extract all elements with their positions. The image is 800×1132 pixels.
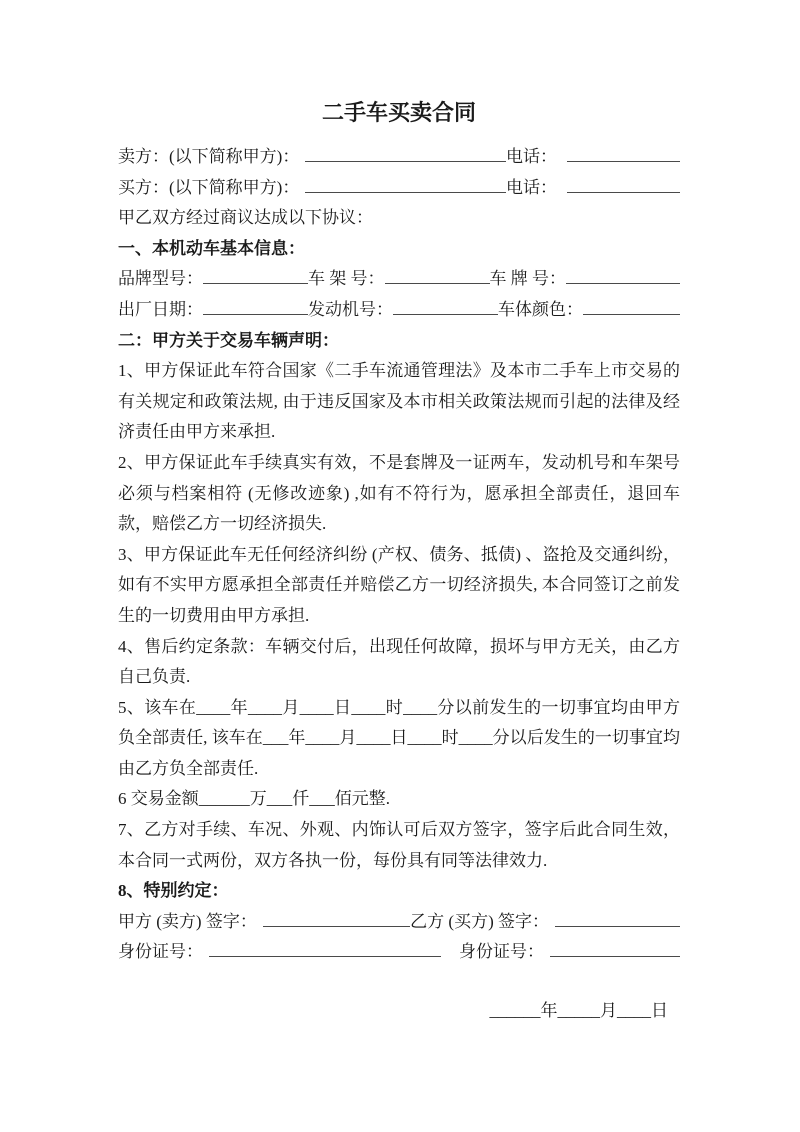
party-a-id-blank <box>209 937 441 957</box>
clause-6: 6 交易金额______万___仟___佰元整. <box>118 789 390 809</box>
seller-row <box>118 142 680 173</box>
factory-date-blank <box>203 295 308 315</box>
party-b-id-label: 身份证号： <box>459 942 544 962</box>
party-a-id-label: 身份证号： <box>118 942 203 962</box>
party-b-signature-label: 乙方 (买方) 签字： <box>410 911 549 931</box>
contract-title: 二手车买卖合同 <box>321 100 476 125</box>
vehicle-info-row-2 <box>118 295 680 326</box>
engine-number-label: 发动机号： <box>308 299 393 319</box>
party-a-signature-label: 甲方 (卖方) 签字： <box>118 911 257 931</box>
clause-2: 2、甲方保证此车手续真实有效，不是套牌及一证两车，发动机号和车架号必须与档案相符 (无修改迹象) ,如有不符行为，愿承担全部责任，退回车款，赔偿乙方一切经济损失. <box>118 452 680 534</box>
clause-8-special-terms: 8、特别约定： <box>118 881 229 901</box>
party-b-id-blank <box>550 937 680 957</box>
body-color-label: 车体颜色： <box>498 299 583 319</box>
plate-number-blank <box>566 264 680 284</box>
clause-4: 4、售后约定条款：车辆交付后，出现任何故障，损坏与甲方无关，由乙方自己负责. <box>118 636 680 687</box>
vin-label: 车 架 号： <box>308 269 385 289</box>
section2-heading: 二：甲方关于交易车辆声明： <box>118 330 339 350</box>
seller-name-blank <box>305 142 506 162</box>
buyer-name-blank <box>305 173 506 193</box>
engine-number-blank <box>393 295 498 315</box>
clause-7: 7、乙方对手续、车况、外观、内饰认可后双方签字，签字后此合同生效，本合同一式两份，双方各执一份，每份具有同等法律效力. <box>118 820 680 870</box>
party-a-signature-blank <box>263 907 410 927</box>
buyer-phone-label: 电话： <box>506 177 557 197</box>
party-b-signature-blank <box>555 907 680 927</box>
clause-5: 5、该车在____年____月____日____时____分以前发生的一切事宜均由甲方负全部责任, 该车在___年____月____日____时____分以后发生的一切事宜均由乙方负全部责任. <box>118 697 680 778</box>
intro-line: 甲乙双方经过商议达成以下协议： <box>118 208 373 228</box>
buyer-phone-blank <box>567 173 680 193</box>
section1-heading: 一、本机动车基本信息： <box>118 238 305 258</box>
signature-row <box>118 907 680 938</box>
date-line: ______年_____月____日 <box>489 1001 668 1021</box>
id-number-row <box>118 937 680 968</box>
brand-model-label: 品牌型号： <box>118 269 203 289</box>
buyer-row <box>118 173 680 204</box>
seller-phone-blank <box>567 142 680 162</box>
brand-model-blank <box>203 264 308 284</box>
clause-3: 3、甲方保证此车无任何经济纠纷 (产权、债务、抵债) 、盗抢及交通纠纷，如有不实甲方愿承担全部责任并赔偿乙方一切经济损失, 本合同签订之前发生的一切费用由甲方承担. <box>118 544 680 625</box>
vehicle-info-row-1 <box>118 264 680 295</box>
vin-blank <box>385 264 490 284</box>
body-color-blank <box>583 295 680 315</box>
seller-label: 卖方：(以下简称甲方)： <box>118 147 300 166</box>
clause-1: 1、甲方保证此车符合国家《二手车流通管理法》及本市二手车上市交易的有关规定和政策法规, 由于违反国家及本市相关政策法规而引起的法律及经济责任由甲方来承担. <box>118 361 680 442</box>
date-row <box>118 996 680 1027</box>
buyer-label: 买方：(以下简称甲方)： <box>118 177 300 197</box>
plate-number-label: 车 牌 号： <box>489 269 566 289</box>
factory-date-label: 出厂日期： <box>118 299 203 319</box>
seller-phone-label: 电话： <box>506 147 557 166</box>
